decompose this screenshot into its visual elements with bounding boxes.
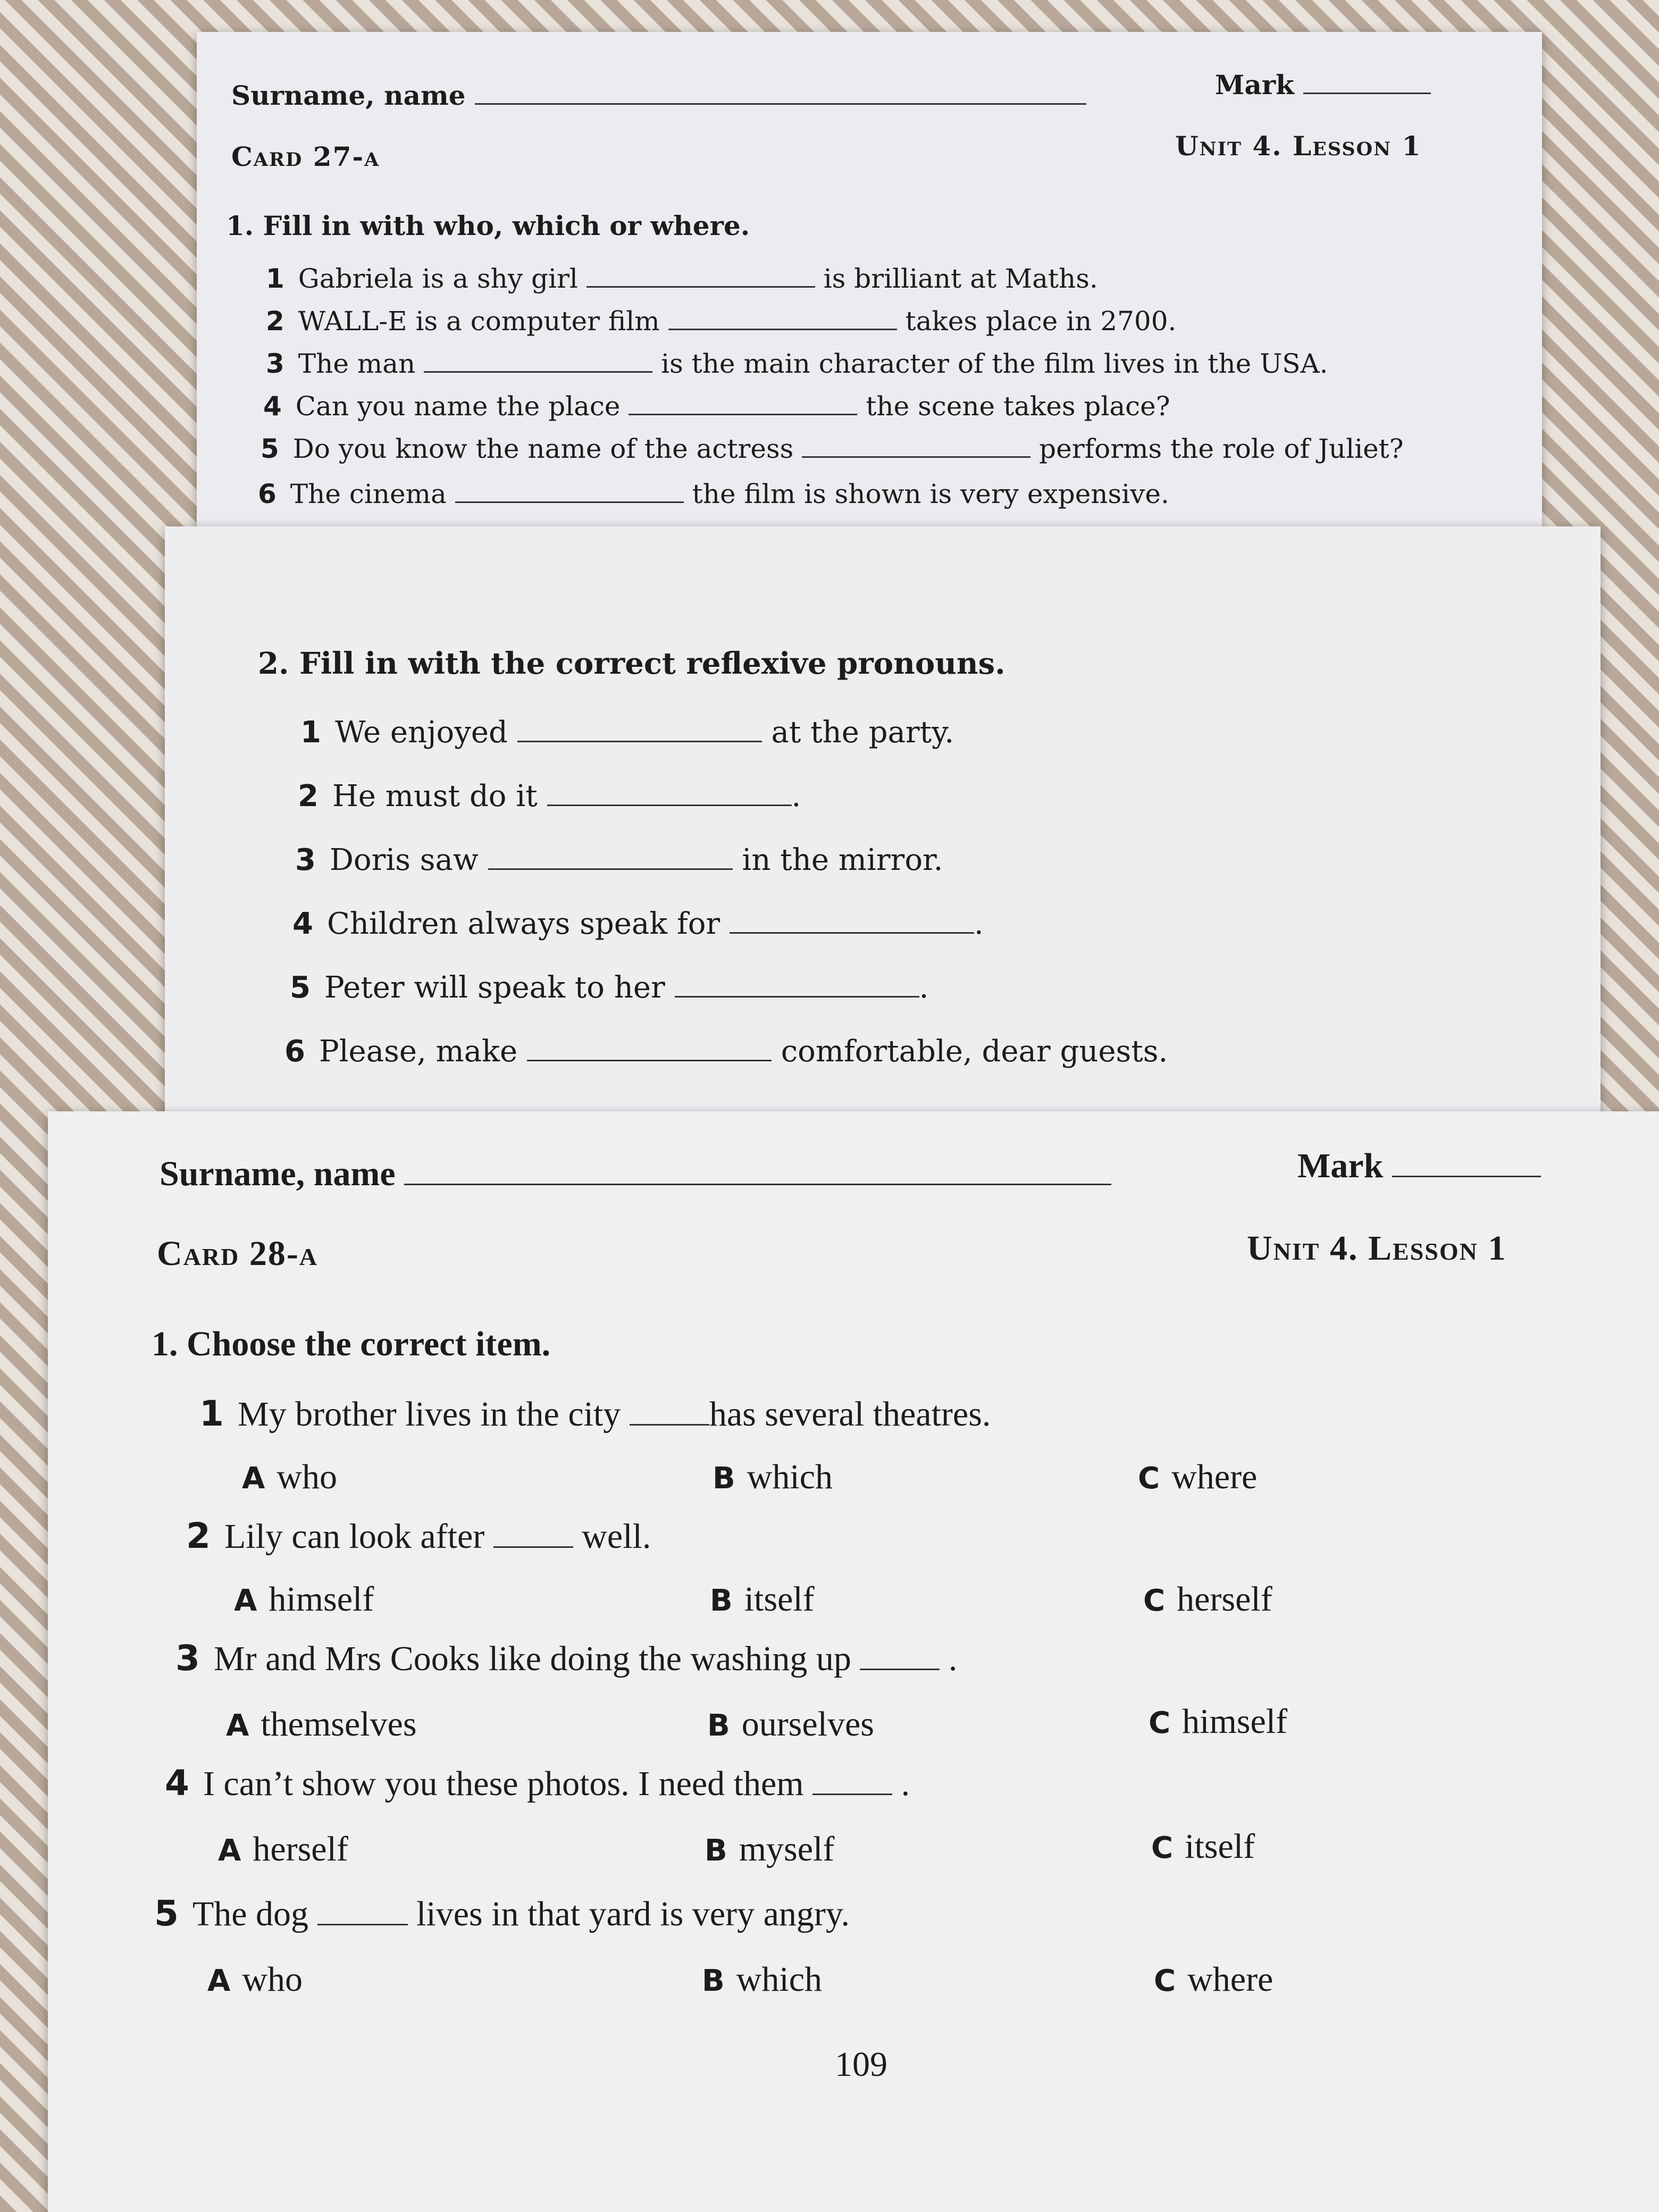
card-title: Card 27-a — [231, 141, 380, 172]
card-27a-sheet — [197, 32, 1542, 542]
option-b[interactable]: B ourselves — [707, 1705, 874, 1744]
answer-blank[interactable] — [493, 1546, 573, 1548]
page-number: 109 — [835, 2045, 887, 2084]
question-2: 2 Lily can look after well. — [186, 1515, 651, 1556]
question-1: 1 My brother lives in the city has several theatres. — [199, 1393, 991, 1434]
option-a[interactable]: A himself — [234, 1580, 374, 1619]
option-a[interactable]: A who — [242, 1457, 338, 1496]
answer-blank[interactable] — [424, 371, 652, 373]
card-27a-task2-sheet — [165, 526, 1601, 1122]
option-b[interactable]: B which — [713, 1457, 833, 1496]
mark-blank[interactable] — [1303, 93, 1431, 94]
task1-item-3: 3 The man is the main character of the film lives in the USA. — [266, 348, 1328, 379]
answer-blank[interactable] — [668, 329, 897, 330]
option-b[interactable]: B which — [702, 1960, 822, 1999]
task2-item-6: 6 Please, make comfortable, dear guests. — [284, 1034, 1168, 1069]
option-c[interactable]: C where — [1154, 1960, 1273, 1999]
task2-item-2: 2 He must do it . — [298, 779, 801, 814]
option-c[interactable]: C herself — [1143, 1580, 1272, 1619]
answer-blank[interactable] — [630, 1424, 709, 1426]
surname-label: Surname, name — [231, 80, 1086, 111]
question-4: 4 I can’t show you these photos. I need them . — [165, 1763, 910, 1804]
option-a[interactable]: A themselves — [226, 1705, 417, 1744]
task2-item-3: 3 Doris saw in the mirror. — [295, 843, 943, 877]
surname-blank[interactable] — [404, 1184, 1111, 1185]
answer-blank[interactable] — [527, 1060, 772, 1061]
option-b[interactable]: B itself — [710, 1580, 815, 1619]
answer-blank[interactable] — [675, 996, 919, 998]
card-title: Card 28-a — [157, 1234, 319, 1273]
answer-blank[interactable] — [802, 456, 1030, 458]
option-c[interactable]: C himself — [1149, 1702, 1288, 1741]
option-b[interactable]: B myself — [705, 1830, 835, 1869]
task2-item-4: 4 Children always speak for . — [292, 907, 984, 941]
surname-blank[interactable] — [475, 103, 1086, 105]
task1-item-2: 2 WALL-E is a computer film takes place in 2700. — [266, 306, 1177, 337]
task-2-title: 2. Fill in with the correct reflexive pronouns. — [258, 646, 1006, 681]
mark-label: Mark — [1297, 1146, 1541, 1186]
answer-blank[interactable] — [517, 741, 762, 742]
answer-blank[interactable] — [488, 868, 733, 870]
task2-item-5: 5 Peter will speak to her . — [290, 970, 929, 1005]
task1-item-6: 6 The cinema the film is shown is very expensive. — [258, 479, 1169, 509]
surname-label: Surname, name — [160, 1154, 1111, 1194]
answer-blank[interactable] — [547, 805, 792, 806]
option-a[interactable]: A who — [207, 1960, 303, 1999]
answer-blank[interactable] — [812, 1794, 892, 1795]
answer-blank[interactable] — [629, 414, 857, 415]
unit-title: Unit 4. Lesson 1 — [1247, 1229, 1507, 1268]
option-a[interactable]: A herself — [218, 1830, 348, 1869]
mark-blank[interactable] — [1392, 1176, 1541, 1177]
question-5: 5 The dog lives in that yard is very angry. — [154, 1893, 850, 1934]
task-1-title: 1. Choose the correct item. — [152, 1325, 551, 1363]
option-c[interactable]: C itself — [1151, 1827, 1255, 1866]
task1-item-4: 4 Can you name the place the scene takes place? — [263, 391, 1170, 422]
card-28a-sheet — [48, 1111, 1659, 2212]
answer-blank[interactable] — [317, 1924, 408, 1925]
unit-title: Unit 4. Lesson 1 — [1175, 130, 1422, 162]
task-1-title: 1. Fill in with who, which or where. — [226, 210, 750, 241]
mark-label: Mark — [1215, 69, 1431, 100]
answer-blank[interactable] — [730, 932, 974, 934]
answer-blank[interactable] — [860, 1669, 940, 1670]
answer-blank[interactable] — [455, 501, 684, 503]
task2-item-1: 1 We enjoyed at the party. — [300, 715, 954, 750]
option-c[interactable]: C where — [1138, 1457, 1258, 1496]
task1-item-5: 5 Do you know the name of the actress performs the role of Juliet? — [261, 433, 1404, 464]
question-3: 3 Mr and Mrs Cooks like doing the washing up . — [175, 1638, 958, 1679]
task1-item-1: 1 Gabriela is a shy girl is brilliant at Maths. — [266, 263, 1098, 294]
answer-blank[interactable] — [586, 286, 815, 288]
